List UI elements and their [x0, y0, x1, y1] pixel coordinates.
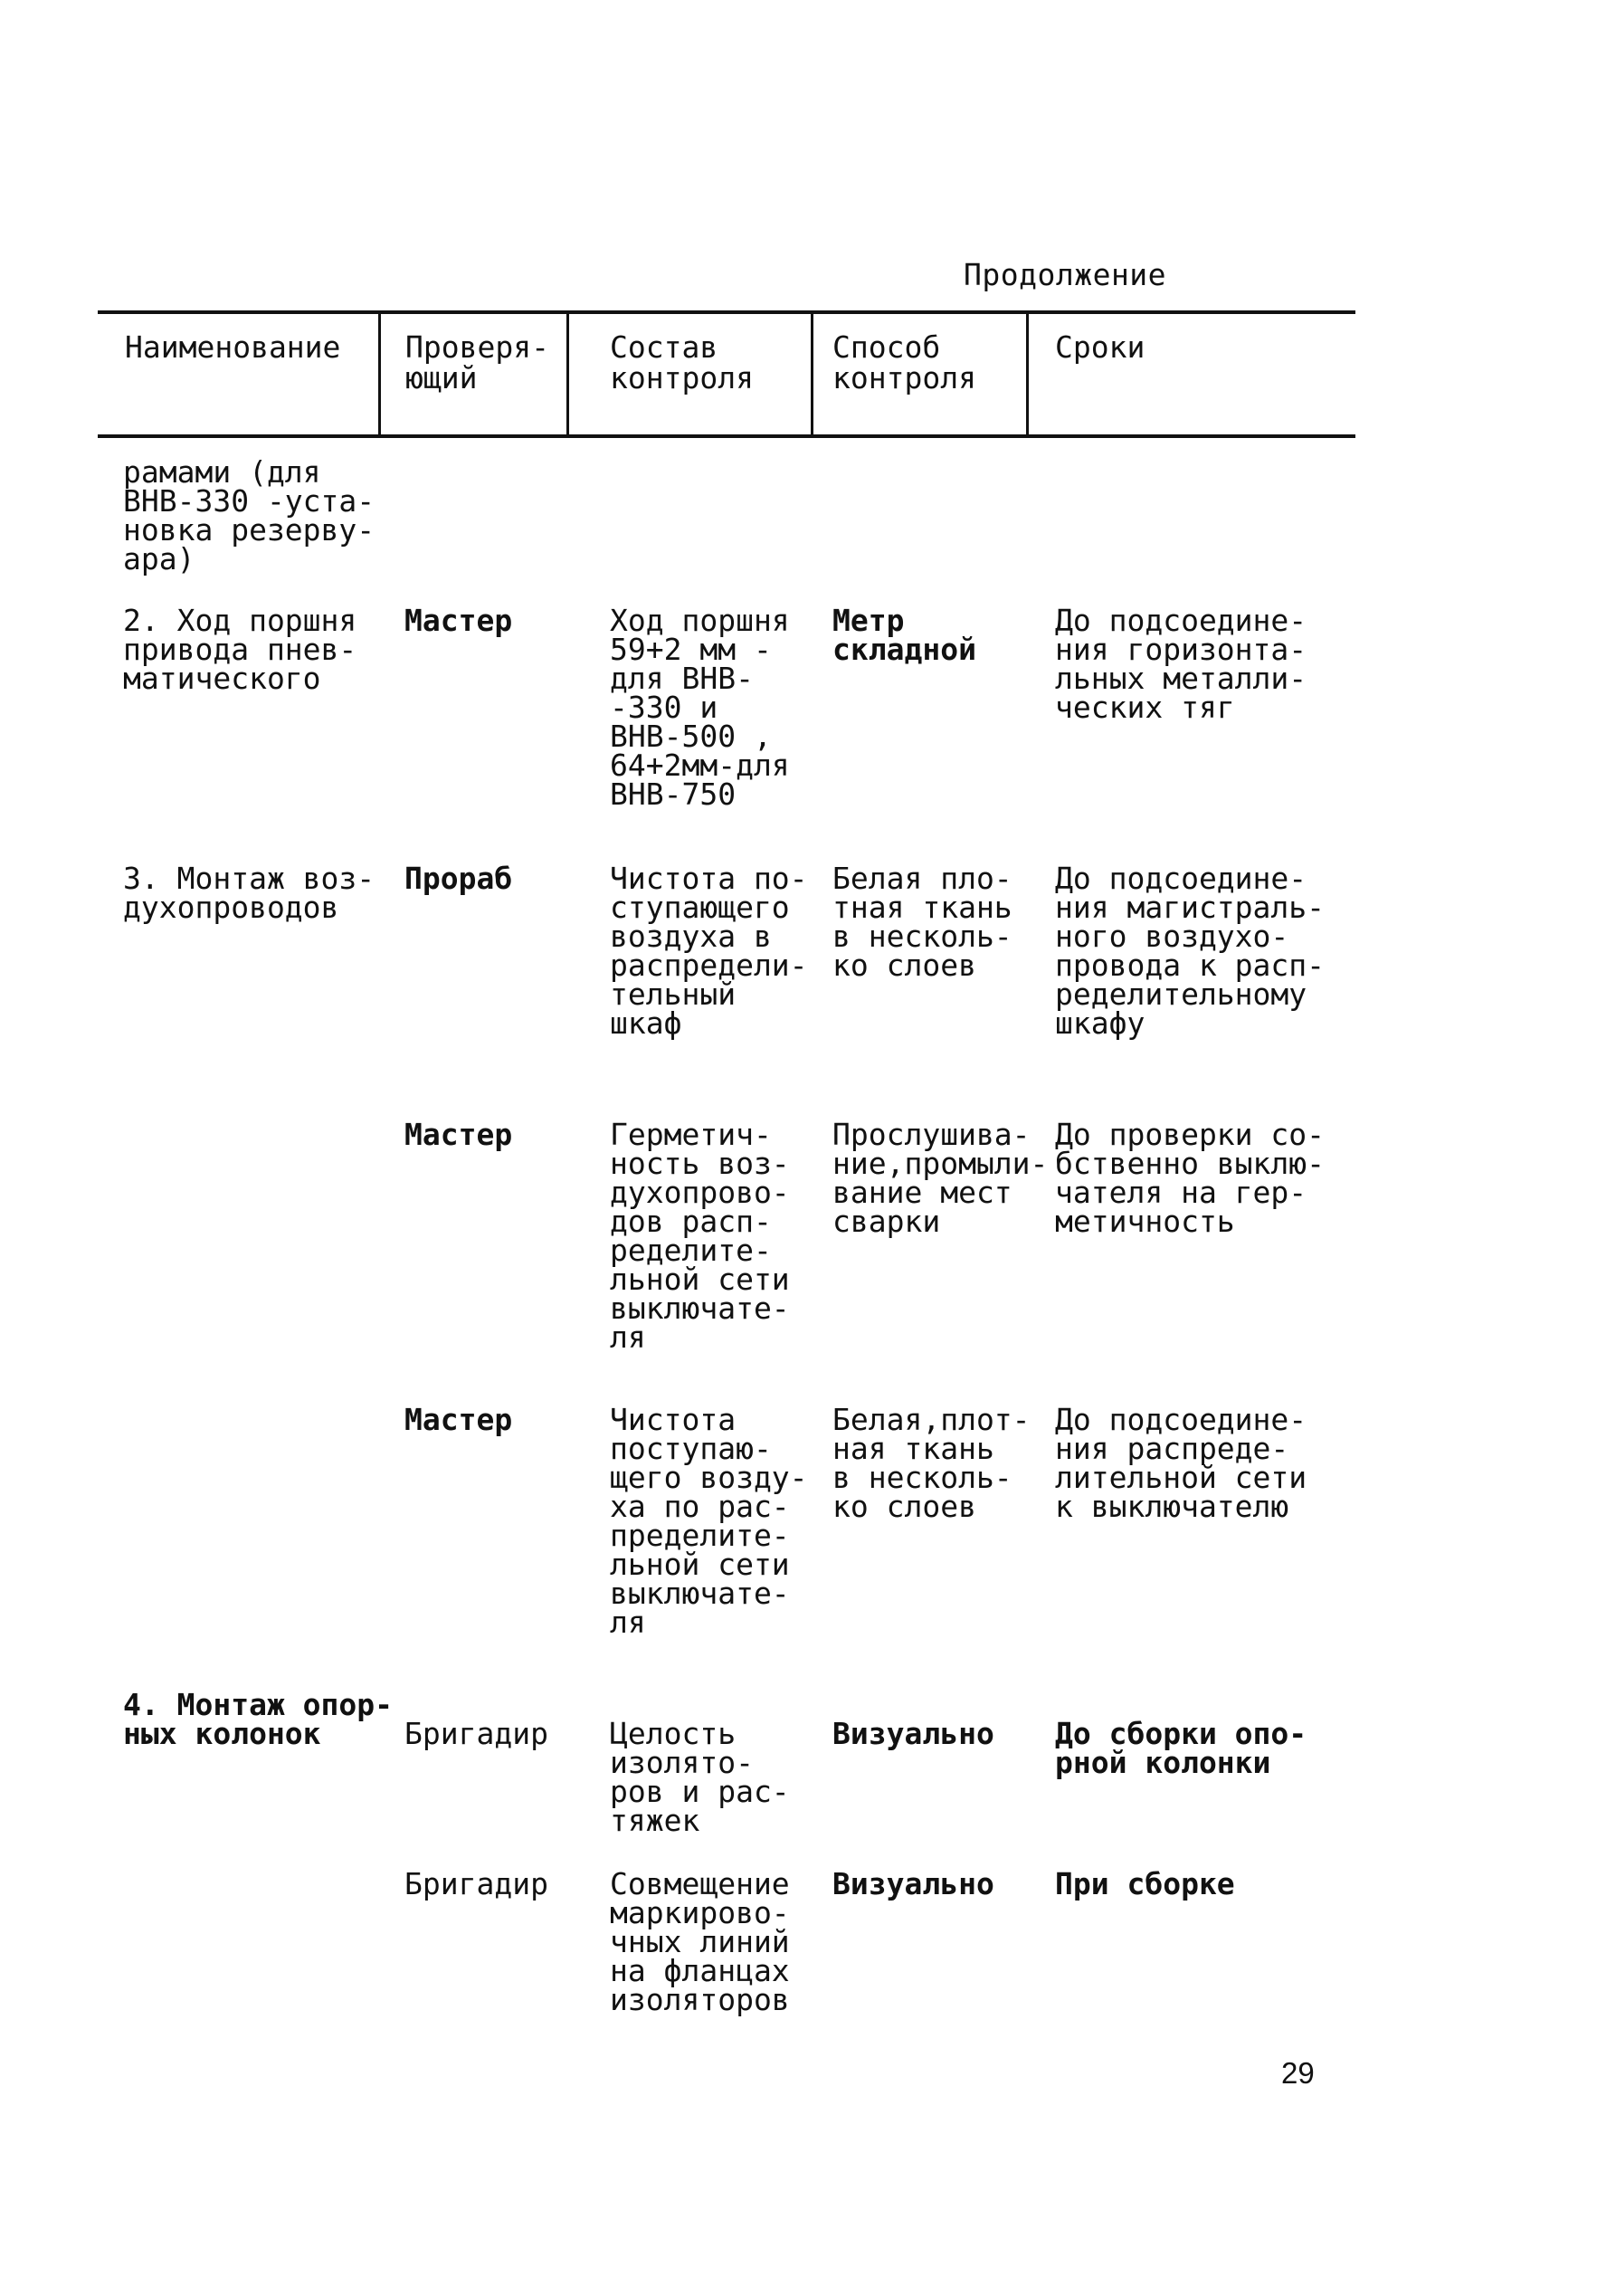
row-2-checker: Прораб	[404, 861, 513, 896]
row-4-content: Чистота поступаю- щего возду- ха по рас- пределите- льной сети выключате- ля	[610, 1402, 808, 1640]
table-top-rule	[98, 310, 1355, 314]
row-4-terms: До подсоедине- ния распреде- лительной сети к выключателю	[1055, 1402, 1307, 1524]
row-1-content: Ход поршня 59+2 мм - для ВНВ- -330 и ВНВ-500 , 64+2мм-для ВНВ-750	[610, 603, 790, 812]
row-1-name: 2. Ход поршня привода пнев- матического	[123, 603, 357, 696]
row-6-terms: При сборке	[1055, 1866, 1235, 1901]
row-4-method: Белая,плот- ная ткань в несколь- ко слоев	[832, 1402, 1031, 1524]
row-0-name: рамами (для ВНВ-330 -уста- новка резерву- ара)	[123, 454, 375, 576]
row-6-method: Визуально	[832, 1866, 994, 1901]
header-method: Способ контроля	[832, 329, 976, 395]
column-divider	[811, 312, 813, 436]
row-5-terms: До сборки опо- рной колонки	[1055, 1716, 1307, 1780]
row-5-content: Целость изолято- ров и рас- тяжек	[610, 1716, 790, 1838]
row-4-checker: Мастер	[404, 1402, 513, 1437]
column-divider	[1026, 312, 1029, 436]
header-name: Наименование	[125, 329, 341, 365]
header-checker: Проверя- ющий	[405, 329, 549, 395]
row-1-method: Метр складной	[832, 603, 976, 667]
column-divider	[378, 312, 381, 436]
row-6-checker: Бригадир	[404, 1866, 548, 1901]
column-divider	[566, 312, 569, 436]
row-3-terms: До проверки со- бственно выклю- чателя на гер- метичность	[1055, 1117, 1326, 1239]
row-3-content: Герметич- ность воз- духопрово- дов расп- ределите- льной сети выключате- ля	[610, 1117, 790, 1355]
row-2-terms: До подсоедине- ния магистраль- ного воздухо- провода к расп- ределительному шкафу	[1055, 861, 1326, 1041]
row-1-checker: Мастер	[404, 603, 513, 638]
continuation-label: Продолжение	[964, 257, 1167, 292]
row-1-terms: До подсоедине- ния горизонта- льных металли- ческих тяг	[1055, 603, 1307, 725]
row-2-name: 3. Монтаж воз- духопроводов	[123, 861, 375, 925]
row-3-method: Прослушива- ние,промыли- вание мест сварки	[832, 1117, 1049, 1239]
row-5-checker: Бригадир	[404, 1716, 548, 1751]
row-3-checker: Мастер	[404, 1117, 513, 1152]
header-content: Состав контроля	[610, 329, 754, 395]
row-5-method: Визуально	[832, 1716, 994, 1751]
row-6-content: Совмещение маркирово- чных линий на фланцах изоляторов	[610, 1866, 790, 2017]
table-header-rule	[98, 434, 1355, 438]
row-2-content: Чистота по- ступающего воздуха в распредели- тельный шкаф	[610, 861, 808, 1041]
row-5-name: 4. Монтаж опор- ных колонок	[123, 1687, 394, 1751]
header-terms: Сроки	[1055, 329, 1145, 365]
row-2-method: Белая пло- тная ткань в несколь- ко слоев	[832, 861, 1012, 983]
page-number: 29	[1281, 2056, 1315, 2090]
